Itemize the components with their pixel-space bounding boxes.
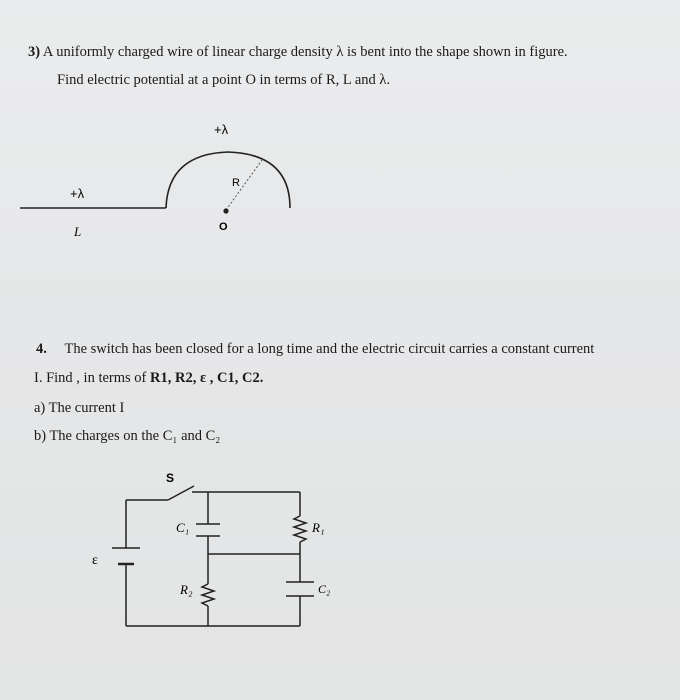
line-charge-label: +λ [70, 186, 85, 201]
arc-charge-label: +λ [214, 122, 229, 137]
r2-resistor [202, 584, 214, 606]
c1-label: C₁ [176, 520, 190, 535]
switch-label: S [166, 471, 175, 485]
c2-label: C₂ [318, 582, 331, 596]
point-o-dot [223, 208, 228, 213]
q3-line-1 [28, 44, 568, 61]
q4-line-2 [34, 370, 263, 387]
q4-text-1: The switch has been closed for a long time and the electric circuit carries a constant current [64, 341, 595, 357]
length-label: L [74, 224, 82, 239]
r2-label: R₂ [180, 582, 193, 597]
emf-label: ε [92, 553, 98, 568]
radius-label: R [232, 177, 240, 189]
q3-figure [0, 110, 680, 370]
point-o-label: O [219, 221, 228, 233]
q4-number: 4. [36, 341, 47, 357]
q3-text-1: A uniformly charged wire of linear charge density λ is bent into the shape shown in figure. [42, 44, 568, 60]
r1-resistor [294, 516, 306, 542]
switch-blade [168, 486, 194, 500]
q3-line-2: Find electric potential at a point O in terms of R, L and λ. [57, 72, 391, 88]
q4-part-a: a) The current I [34, 400, 125, 416]
q4-variables: R1, R2, ε , C1, C2. [150, 370, 264, 386]
arc-wire [166, 152, 290, 208]
q4-part-b: b) The charges on the C₁ and C₂ [34, 428, 221, 444]
q3-number: 3) [28, 44, 41, 60]
q4-text-2: I. Find , in terms of [34, 370, 150, 386]
q4-circuit [0, 460, 680, 660]
r1-label: R₁ [312, 520, 325, 535]
q4-line-1 [36, 341, 594, 358]
